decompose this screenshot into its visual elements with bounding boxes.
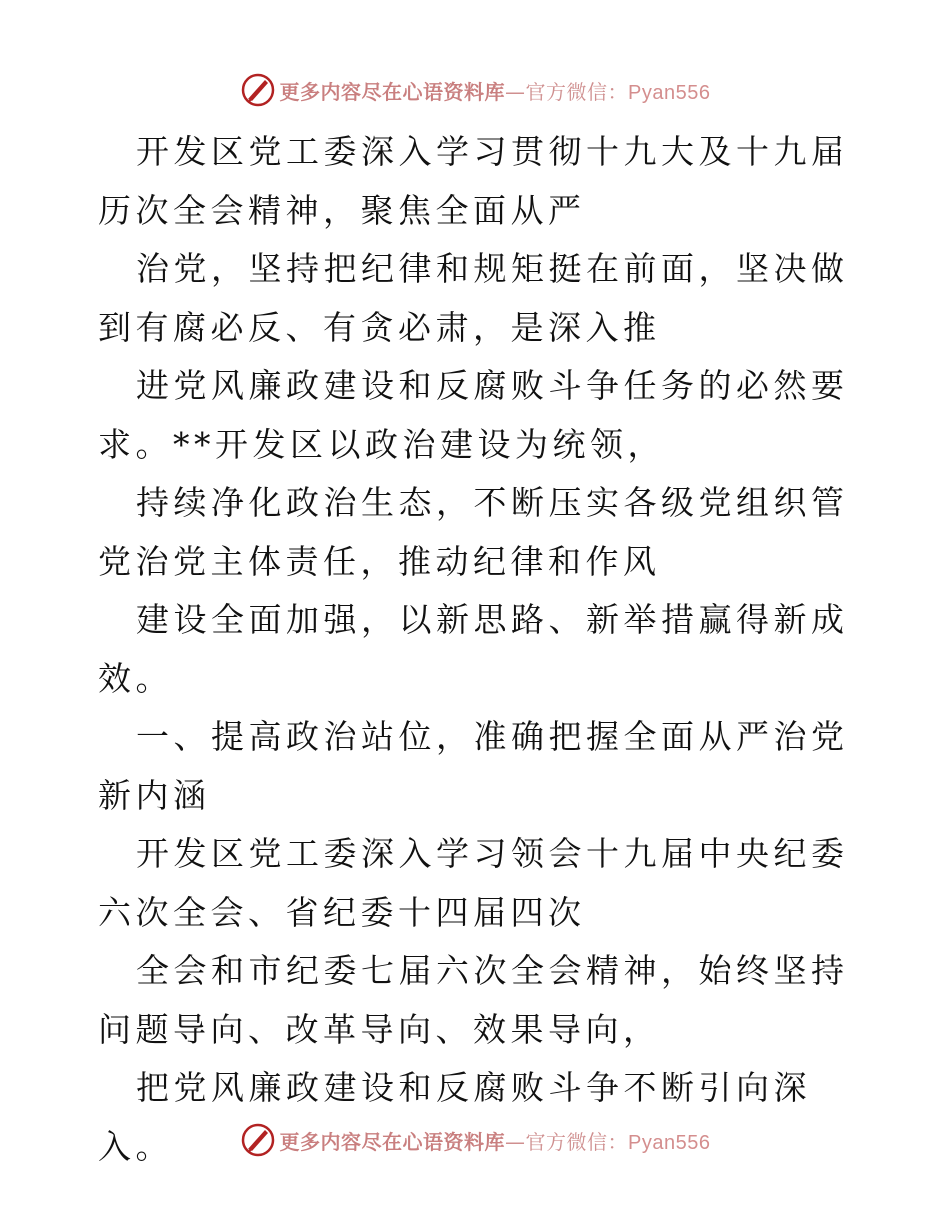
footer-watermark-text bbox=[280, 1126, 711, 1155]
paragraph: 全会和市纪委七届六次全会精神，始终坚持问题导向、改革导向、效果导向， bbox=[98, 951, 849, 1049]
quill-logo-icon bbox=[240, 72, 276, 108]
header-separator: — bbox=[505, 79, 526, 104]
document-body bbox=[98, 123, 858, 1176]
header-watermark-text bbox=[280, 76, 711, 105]
footer-contact-handle: Pyan556 bbox=[628, 1131, 711, 1154]
paragraph: 进党风廉政建设和反腐败斗争任务的必然要求。**开发区以政治建设为统领， bbox=[98, 366, 849, 464]
header-watermark-banner bbox=[0, 70, 950, 110]
paragraph: 开发区党工委深入学习领会十九届中央纪委六次全会、省纪委十四届四次 bbox=[98, 834, 849, 932]
paragraph: 把党风廉政建设和反腐败斗争不断引向深入。 bbox=[98, 1068, 811, 1166]
footer-contact-label: 官方微信： bbox=[525, 1129, 629, 1154]
footer-watermark-banner bbox=[0, 1120, 950, 1160]
paragraph: 开发区党工委深入学习贯彻十九大及十九届历次全会精神，聚焦全面从严 bbox=[98, 132, 849, 230]
section-heading: 一、提高政治站位，准确把握全面从严治党新内涵 bbox=[98, 717, 849, 815]
header-contact-handle: Pyan556 bbox=[628, 81, 711, 104]
footer-separator: — bbox=[505, 1129, 526, 1154]
paragraph: 建设全面加强，以新思路、新举措赢得新成效。 bbox=[98, 600, 849, 698]
paragraph: 持续净化政治生态，不断压实各级党组织管党治党主体责任，推动纪律和作风 bbox=[98, 483, 849, 581]
quill-logo-icon bbox=[240, 1122, 276, 1158]
header-brand-text: 更多内容尽在心语资料库 bbox=[279, 79, 506, 104]
footer-brand-text: 更多内容尽在心语资料库 bbox=[279, 1129, 506, 1154]
paragraph: 治党，坚持把纪律和规矩挺在前面，坚决做到有腐必反、有贪必肃，是深入推 bbox=[98, 249, 849, 347]
header-contact-label: 官方微信： bbox=[525, 79, 629, 104]
